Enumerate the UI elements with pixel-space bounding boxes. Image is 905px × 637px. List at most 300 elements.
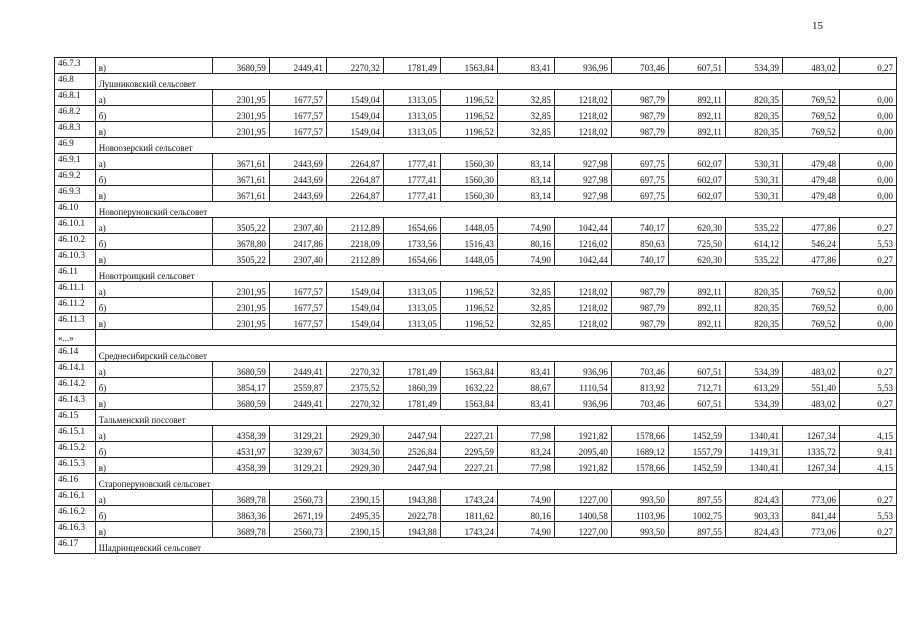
value-cell: 2447,94 [383, 426, 440, 442]
value-cell: 1340,41 [725, 426, 782, 442]
value-cell: 32,85 [497, 90, 554, 106]
value-cell: 4,15 [839, 458, 896, 474]
value-cell: 697,75 [611, 186, 668, 202]
value-cell: 2443,69 [269, 186, 326, 202]
value-cell: 2559,87 [269, 378, 326, 394]
table-row [55, 122, 897, 138]
value-cell: 3863,36 [212, 506, 269, 522]
section-code: 46.16 [55, 474, 96, 490]
value-cell: 2449,41 [269, 362, 326, 378]
row-code: 46.16.3 [55, 522, 96, 538]
value-cell: 993,50 [611, 490, 668, 506]
omission-row [55, 330, 897, 346]
value-cell: 607,51 [668, 362, 725, 378]
section-code: 46.11 [55, 266, 96, 282]
row-code: 46.11.3 [55, 314, 96, 330]
value-cell: 824,43 [725, 522, 782, 538]
section-title: Новоперуновский сельсовет [95, 202, 896, 218]
value-cell: 0,00 [839, 282, 896, 298]
value-cell: 3680,59 [212, 394, 269, 410]
value-cell: 1313,05 [383, 298, 440, 314]
row-code: 46.15.2 [55, 442, 96, 458]
value-cell: 820,35 [725, 314, 782, 330]
row-code: 46.11.1 [55, 282, 96, 298]
table-row [55, 490, 897, 506]
value-cell: 1781,49 [383, 394, 440, 410]
value-cell: 740,17 [611, 218, 668, 234]
value-cell: 892,11 [668, 282, 725, 298]
value-cell: 1677,57 [269, 282, 326, 298]
value-cell: 83,14 [497, 154, 554, 170]
value-cell: 1781,49 [383, 58, 440, 74]
value-cell: 927,98 [554, 154, 611, 170]
value-cell: 530,31 [725, 170, 782, 186]
value-cell: 0,27 [839, 218, 896, 234]
value-cell: 0,27 [839, 58, 896, 74]
value-cell: 1549,04 [326, 282, 383, 298]
value-cell: 697,75 [611, 154, 668, 170]
value-cell: 0,27 [839, 522, 896, 538]
section-row [55, 266, 897, 282]
value-cell: 83,14 [497, 170, 554, 186]
value-cell: 2390,15 [326, 522, 383, 538]
value-cell: 2264,87 [326, 154, 383, 170]
value-cell: 1943,88 [383, 522, 440, 538]
row-code: 46.10.3 [55, 250, 96, 266]
value-cell: 2375,52 [326, 378, 383, 394]
section-code: 46.14 [55, 346, 96, 362]
row-code: 46.16.2 [55, 506, 96, 522]
table-row [55, 378, 897, 394]
value-cell: 1340,41 [725, 458, 782, 474]
value-cell: 2264,87 [326, 186, 383, 202]
value-cell: 1777,41 [383, 186, 440, 202]
value-cell: 5,53 [839, 378, 896, 394]
value-cell: 2671,19 [269, 506, 326, 522]
row-code: 46.8.1 [55, 90, 96, 106]
value-cell: 479,48 [782, 170, 839, 186]
value-cell: 3505,22 [212, 218, 269, 234]
value-cell: 1549,04 [326, 314, 383, 330]
table-row [55, 218, 897, 234]
table-row [55, 362, 897, 378]
value-cell: 1267,34 [782, 426, 839, 442]
value-cell: 483,02 [782, 394, 839, 410]
value-cell: 88,67 [497, 378, 554, 394]
row-label: а) [95, 154, 212, 170]
value-cell: 820,35 [725, 90, 782, 106]
value-cell: 3680,59 [212, 362, 269, 378]
table-row [55, 314, 897, 330]
row-label: б) [95, 106, 212, 122]
value-cell: 0,00 [839, 154, 896, 170]
value-cell: 813,92 [611, 378, 668, 394]
value-cell: 987,79 [611, 282, 668, 298]
value-cell: 1313,05 [383, 314, 440, 330]
value-cell: 1549,04 [326, 122, 383, 138]
section-title: Тальменский поссовет [95, 410, 896, 426]
value-cell: 1549,04 [326, 298, 383, 314]
value-cell: 1452,59 [668, 426, 725, 442]
value-cell: 987,79 [611, 122, 668, 138]
value-cell: 0,00 [839, 314, 896, 330]
value-cell: 32,85 [497, 298, 554, 314]
row-code: 46.14.3 [55, 394, 96, 410]
value-cell: 1563,84 [440, 58, 497, 74]
section-row [55, 538, 897, 554]
value-cell: 936,96 [554, 394, 611, 410]
value-cell: 3678,80 [212, 234, 269, 250]
value-cell: 3689,78 [212, 490, 269, 506]
value-cell: 0,00 [839, 186, 896, 202]
value-cell: 2443,69 [269, 154, 326, 170]
table-row [55, 250, 897, 266]
value-cell: 0,27 [839, 362, 896, 378]
value-cell: 546,24 [782, 234, 839, 250]
value-cell: 1677,57 [269, 314, 326, 330]
value-cell: 820,35 [725, 282, 782, 298]
value-cell: 5,53 [839, 234, 896, 250]
value-cell: 769,52 [782, 314, 839, 330]
value-cell: 535,22 [725, 250, 782, 266]
value-cell: 1216,02 [554, 234, 611, 250]
value-cell: 2270,32 [326, 362, 383, 378]
table-row [55, 458, 897, 474]
value-cell: 2270,32 [326, 394, 383, 410]
value-cell: 1632,22 [440, 378, 497, 394]
value-cell: 1042,44 [554, 218, 611, 234]
value-cell: 3854,17 [212, 378, 269, 394]
value-cell: 530,31 [725, 186, 782, 202]
value-cell: 1448,05 [440, 250, 497, 266]
value-cell: 3671,61 [212, 170, 269, 186]
value-cell: 4358,39 [212, 458, 269, 474]
value-cell: 83,14 [497, 186, 554, 202]
row-label: а) [95, 426, 212, 442]
value-cell: 1677,57 [269, 122, 326, 138]
row-code: 46.8.3 [55, 122, 96, 138]
table-row [55, 394, 897, 410]
value-cell: 1560,30 [440, 186, 497, 202]
value-cell: 0,00 [839, 122, 896, 138]
table-row [55, 90, 897, 106]
value-cell: 479,48 [782, 186, 839, 202]
value-cell: 1860,39 [383, 378, 440, 394]
value-cell: 1563,84 [440, 362, 497, 378]
value-cell: 77,98 [497, 426, 554, 442]
row-label: в) [95, 58, 212, 74]
value-cell: 936,96 [554, 58, 611, 74]
row-code: 46.11.2 [55, 298, 96, 314]
row-code: 46.9.3 [55, 186, 96, 202]
value-cell: 614,12 [725, 234, 782, 250]
value-cell: 4531,97 [212, 442, 269, 458]
value-cell: 1560,30 [440, 170, 497, 186]
value-cell: 1267,34 [782, 458, 839, 474]
section-row [55, 346, 897, 362]
row-label: а) [95, 282, 212, 298]
value-cell: 0,27 [839, 250, 896, 266]
row-code: 46.15.3 [55, 458, 96, 474]
tariff-table [54, 57, 897, 554]
value-cell: 477,86 [782, 218, 839, 234]
value-cell: 1103,96 [611, 506, 668, 522]
value-cell: 80,16 [497, 506, 554, 522]
value-cell: 2112,89 [326, 250, 383, 266]
value-cell: 1218,02 [554, 298, 611, 314]
value-cell: 3239,67 [269, 442, 326, 458]
value-cell: 1516,43 [440, 234, 497, 250]
value-cell: 1313,05 [383, 122, 440, 138]
value-cell: 3680,59 [212, 58, 269, 74]
value-cell: 1578,66 [611, 426, 668, 442]
value-cell: 2112,89 [326, 218, 383, 234]
value-cell: 927,98 [554, 186, 611, 202]
value-cell: 1196,52 [440, 90, 497, 106]
value-cell: 2270,32 [326, 58, 383, 74]
value-cell: 534,39 [725, 362, 782, 378]
value-cell: 83,41 [497, 362, 554, 378]
value-cell: 1218,02 [554, 90, 611, 106]
value-cell: 820,35 [725, 122, 782, 138]
value-cell: 1549,04 [326, 90, 383, 106]
section-code: 46.9 [55, 138, 96, 154]
value-cell: 2227,21 [440, 426, 497, 442]
value-cell: 892,11 [668, 122, 725, 138]
table-row [55, 426, 897, 442]
value-cell: 697,75 [611, 170, 668, 186]
section-title: Шадринцевский сельсовет [95, 538, 896, 554]
value-cell: 32,85 [497, 314, 554, 330]
value-cell: 2449,41 [269, 58, 326, 74]
value-cell: 77,98 [497, 458, 554, 474]
value-cell: 892,11 [668, 314, 725, 330]
value-cell: 620,30 [668, 218, 725, 234]
table-row [55, 506, 897, 522]
value-cell: 1042,44 [554, 250, 611, 266]
value-cell: 927,98 [554, 170, 611, 186]
table-row [55, 106, 897, 122]
value-cell: 1196,52 [440, 314, 497, 330]
value-cell: 3034,50 [326, 442, 383, 458]
row-label: в) [95, 186, 212, 202]
value-cell: 769,52 [782, 122, 839, 138]
row-code: 46.16.1 [55, 490, 96, 506]
value-cell: 1549,04 [326, 106, 383, 122]
row-label: в) [95, 522, 212, 538]
value-cell: 1654,66 [383, 218, 440, 234]
value-cell: 2301,95 [212, 298, 269, 314]
value-cell: 1781,49 [383, 362, 440, 378]
section-row [55, 474, 897, 490]
row-code: 46.10.2 [55, 234, 96, 250]
value-cell: 1654,66 [383, 250, 440, 266]
value-cell: 4,15 [839, 426, 896, 442]
value-cell: 2301,95 [212, 314, 269, 330]
section-row [55, 202, 897, 218]
value-cell: 903,33 [725, 506, 782, 522]
value-cell: 0,27 [839, 490, 896, 506]
value-cell: 4358,39 [212, 426, 269, 442]
value-cell: 2526,84 [383, 442, 440, 458]
table-row [55, 298, 897, 314]
value-cell: 1943,88 [383, 490, 440, 506]
value-cell: 1733,56 [383, 234, 440, 250]
value-cell: 1677,57 [269, 298, 326, 314]
value-cell: 479,48 [782, 154, 839, 170]
row-code: 46.14.1 [55, 362, 96, 378]
row-label: а) [95, 490, 212, 506]
table-row [55, 522, 897, 538]
value-cell: 2095,40 [554, 442, 611, 458]
row-code: 46.9.1 [55, 154, 96, 170]
value-cell: 1400,58 [554, 506, 611, 522]
value-cell: 9,41 [839, 442, 896, 458]
value-cell: 2560,73 [269, 522, 326, 538]
value-cell: 773,06 [782, 522, 839, 538]
value-cell: 483,02 [782, 58, 839, 74]
value-cell: 1196,52 [440, 282, 497, 298]
table-row [55, 442, 897, 458]
value-cell: 0,00 [839, 298, 896, 314]
value-cell: 1002,75 [668, 506, 725, 522]
value-cell: 769,52 [782, 106, 839, 122]
value-cell: 987,79 [611, 314, 668, 330]
value-cell: 477,86 [782, 250, 839, 266]
section-title: Староперуновский сельсовет [95, 474, 896, 490]
value-cell: 1218,02 [554, 282, 611, 298]
value-cell: 1811,62 [440, 506, 497, 522]
value-cell: 607,51 [668, 58, 725, 74]
value-cell: 1196,52 [440, 298, 497, 314]
value-cell: 1196,52 [440, 122, 497, 138]
value-cell: 32,85 [497, 122, 554, 138]
value-cell: 607,51 [668, 394, 725, 410]
value-cell: 1777,41 [383, 170, 440, 186]
value-cell: 0,00 [839, 106, 896, 122]
value-cell: 2449,41 [269, 394, 326, 410]
table-row [55, 282, 897, 298]
value-cell: 620,30 [668, 250, 725, 266]
value-cell: 613,29 [725, 378, 782, 394]
section-title: Лушниковский сельсовет [95, 74, 896, 90]
value-cell: 2417,86 [269, 234, 326, 250]
value-cell: 769,52 [782, 282, 839, 298]
value-cell: 703,46 [611, 58, 668, 74]
row-label: б) [95, 170, 212, 186]
value-cell: 5,53 [839, 506, 896, 522]
row-code: 46.8.2 [55, 106, 96, 122]
value-cell: 2929,30 [326, 426, 383, 442]
value-cell: 773,06 [782, 490, 839, 506]
value-cell: 1743,24 [440, 490, 497, 506]
value-cell: 987,79 [611, 90, 668, 106]
value-cell: 2301,95 [212, 122, 269, 138]
value-cell: 1452,59 [668, 458, 725, 474]
value-cell: 987,79 [611, 106, 668, 122]
value-cell: 2307,40 [269, 218, 326, 234]
value-cell: 850,63 [611, 234, 668, 250]
value-cell: 0,27 [839, 394, 896, 410]
value-cell: 1560,30 [440, 154, 497, 170]
value-cell: 897,55 [668, 522, 725, 538]
value-cell: 1689,12 [611, 442, 668, 458]
value-cell: 1313,05 [383, 90, 440, 106]
value-cell: 2929,30 [326, 458, 383, 474]
value-cell: 740,17 [611, 250, 668, 266]
value-cell: 3129,21 [269, 426, 326, 442]
value-cell: 74,90 [497, 250, 554, 266]
row-label: б) [95, 298, 212, 314]
value-cell: 1563,84 [440, 394, 497, 410]
value-cell: 1227,00 [554, 490, 611, 506]
value-cell: 0,00 [839, 170, 896, 186]
value-cell: 534,39 [725, 394, 782, 410]
value-cell: 703,46 [611, 362, 668, 378]
value-cell: 3671,61 [212, 186, 269, 202]
row-label: в) [95, 122, 212, 138]
value-cell: 2495,35 [326, 506, 383, 522]
value-cell: 1921,82 [554, 426, 611, 442]
page-number: 15 [812, 20, 823, 32]
row-code: 46.15.1 [55, 426, 96, 442]
value-cell: 1218,02 [554, 122, 611, 138]
section-code: 46.10 [55, 202, 96, 218]
value-cell: 1335,72 [782, 442, 839, 458]
section-row [55, 138, 897, 154]
value-cell: 993,50 [611, 522, 668, 538]
value-cell: 602,07 [668, 154, 725, 170]
value-cell: 2560,73 [269, 490, 326, 506]
value-cell: 820,35 [725, 298, 782, 314]
section-title: Новоозерский сельсовет [95, 138, 896, 154]
value-cell: 2022,78 [383, 506, 440, 522]
row-code: 46.7.3 [55, 58, 96, 74]
value-cell: 769,52 [782, 90, 839, 106]
value-cell: 83,41 [497, 58, 554, 74]
row-label: а) [95, 362, 212, 378]
value-cell: 936,96 [554, 362, 611, 378]
row-label: в) [95, 394, 212, 410]
row-label: а) [95, 90, 212, 106]
value-cell: 534,39 [725, 58, 782, 74]
value-cell: 820,35 [725, 106, 782, 122]
table-row [55, 170, 897, 186]
value-cell: 74,90 [497, 522, 554, 538]
value-cell: 1227,00 [554, 522, 611, 538]
row-label: б) [95, 378, 212, 394]
row-code: 46.10.1 [55, 218, 96, 234]
value-cell: 74,90 [497, 490, 554, 506]
section-row [55, 74, 897, 90]
value-cell: 551,40 [782, 378, 839, 394]
value-cell: 1777,41 [383, 154, 440, 170]
value-cell: 530,31 [725, 154, 782, 170]
value-cell: 83,24 [497, 442, 554, 458]
value-cell: 987,79 [611, 298, 668, 314]
value-cell: 2295,59 [440, 442, 497, 458]
value-cell: 2301,95 [212, 282, 269, 298]
value-cell: 892,11 [668, 298, 725, 314]
row-label: а) [95, 218, 212, 234]
value-cell: 2307,40 [269, 250, 326, 266]
value-cell: 602,07 [668, 170, 725, 186]
value-cell: 2227,21 [440, 458, 497, 474]
row-label: в) [95, 314, 212, 330]
value-cell: 1218,02 [554, 106, 611, 122]
value-cell: 1196,52 [440, 106, 497, 122]
value-cell: 2443,69 [269, 170, 326, 186]
